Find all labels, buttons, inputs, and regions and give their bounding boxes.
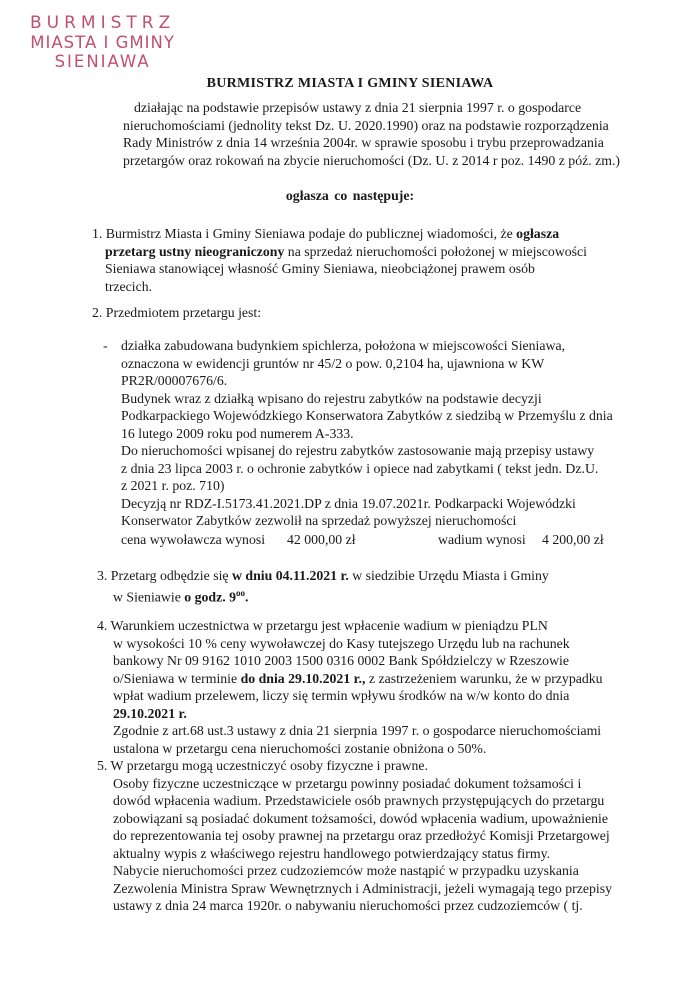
section-3-time-dot: . [245,589,249,605]
price-value: 42 000,00 zł [287,532,356,547]
section-3-text: 3. Przetarg odbędzie się [97,568,232,583]
section-3-text: w Sieniawie [113,589,185,605]
section-3-time-sup: oo [236,587,246,598]
stamp-line-3: SIENIAWA [54,52,151,71]
section-5-line: do reprezentowania tej osoby prawnej na przetargu oraz przedłożyć Komisji Przetargowej [113,828,610,843]
section-2-title: 2. Przedmiotem przetargu jest: [92,305,262,320]
intro-line: nieruchomościami (jednolity tekst Dz. U. 2020.1990) oraz na podstawie rozporządzenia [123,117,609,133]
section-3-date: w dniu 04.11.2021 r. [232,568,349,583]
intro-line: przetargów oraz rokowań na zbycie nieruchomości (Dz. U. z 2014 r poz. 1490 z póź. zm.) [123,152,621,168]
section-5-line: Nabycie nieruchomości przez cudzoziemców może nastąpić w przypadku uzyskania [113,863,579,878]
section-1 [92,225,587,295]
section-4-line: w wysokości 10 % ceny wywoławczej do Kasy tutejszego Urzędu lub na rachunek [113,635,570,651]
section-2-line: Budynek wraz z działką wpisano do rejestru zabytków na podstawie decyzji [121,390,542,406]
section-5-line: ustawy z dnia 24 marca 1920r. o nabywaniu nieruchomości przez cudzoziemców ( tj. [113,898,583,913]
section-3-time: o godz. 9 [184,589,237,605]
section-3-text: w siedzibie Urzędu Miasta i Gminy [348,568,549,583]
official-stamp [30,14,175,71]
section-4-line: bankowy Nr 09 9162 1010 2003 1500 0316 0002 Bank Spółdzielczy w Rzeszowie [113,653,569,668]
section-2-dash: - [103,338,108,353]
section-1-text: 1. Burmistrz Miasta i Gminy Sieniawa podaje do publicznej wiadomości, że [92,226,517,241]
section-4-line: 4. Warunkiem uczestnictwa w przetargu jest wpłacenie wadium w pieniądzu PLN [97,618,548,633]
section-2-line: Podkarpackiego Wojewódzkiego Konserwatora Zabytków z siedzibą w Przemyślu z dnia [121,408,613,423]
section-5-line: zobowiązani są posiadać dokument tożsamości, dowód wpłacenia wadium, upoważnienie [113,810,609,826]
section-4-line: ustalona w przetargu cena nieruchomości zostanie obniżona o 50%. [113,740,487,756]
announcement-subtitle: ogłasza co następuje: [285,188,415,203]
section-1-text: na sprzedaż nieruchomości położonej w miejscowości [284,243,588,259]
section-5-line: dowód wpłacenia wadium. Przedstawiciele osób prawnych przystępujących do przetargu [113,793,605,808]
deposit-label: wadium wynosi [438,532,526,547]
section-4-deadline-date: 29.10.2021 r. [113,705,187,721]
section-2-body [121,337,613,530]
section-4-deadline: do dnia 29.10.2021 r., [240,670,366,686]
section-4-text: o/Sieniawa w terminie [113,670,241,686]
intro-paragraph [123,99,620,169]
section-2-line: Konserwator Zabytków zezwolił na sprzedaż powyższej nieruchomości [121,513,517,528]
section-5-line: Osoby fizyczne uczestniczące w przetargu powinny posiadać dokument tożsamości i [113,775,582,791]
deposit-value: 4 200,00 zł [542,532,604,547]
section-5-line: Zezwolenia Ministra Spraw Wewnętrznych i Administracji, jeżeli wymagają tego przepisy [113,880,612,896]
document-heading: BURMISTRZ MIASTA I GMINY SIENIAWA [206,76,494,91]
intro-line: działając na podstawie przepisów ustawy z dnia 21 sierpnia 1997 r. o gospodarce [134,100,582,115]
section-4-line: wpłat wadium przelewem, liczy się termin wpływu środków na w/w konto do dnia [113,688,570,703]
section-5-line: 5. W przetargu mogą uczestniczyć osoby fizyczne i prawne. [97,758,428,773]
section-5 [97,757,612,915]
section-2-line: z 2021 r. poz. 710) [121,478,225,493]
section-2-line: PR2R/00007676/6. [121,373,228,388]
section-5-line: aktualny wypis z właściwego rejestru handlowego potwierdzający status firmy. [113,845,551,861]
section-3 [97,567,549,606]
section-1-bold: przetarg ustny nieograniczony [105,243,285,259]
section-2-line: Decyzją nr RDZ-I.5173.41.2021.DP z dnia 19.07.2021r. Podkarpacki Wojewódzki [121,495,576,511]
section-4-text: z zastrzeżeniem warunku, że w przypadku [365,670,603,686]
price-label: cena wywoławcza wynosi [121,532,266,547]
section-2-line: działka zabudowana budynkiem spichlerza, położona w miejscowości Sieniawa, [121,338,566,353]
section-4 [97,617,603,757]
section-4-line: Zgodnie z art.68 ust.3 ustawy z dnia 21 sierpnia 1997 r. o gospodarce nieruchomościami [113,723,602,738]
stamp-line-1: BURMISTRZ [30,13,176,33]
section-2-line: 16 lutego 2009 roku pod numerem A-333. [121,425,354,441]
section-2-line: z dnia 23 lipca 2003 r. o ochronie zabytków i opiece nad zabytkami ( tekst jedn. Dz.U. [121,460,599,476]
section-2-line: Do nieruchomości wpisanej do rejestru zabytków zastosowanie mają przepisy ustawy [121,443,595,458]
section-1-bold: ogłasza [516,226,560,241]
intro-line: Rady Ministrów z dnia 14 września 2004r. w sprawie sposobu i trybu przeprowadzania [123,135,604,150]
section-2-line: oznaczona w ewidencji gruntów nr 45/2 o pow. 0,2104 ha, ujawniona w KW [121,355,545,371]
section-1-text: trzecich. [105,278,153,294]
section-1-text: Sieniawa stanowiącej własność Gminy Sieniawa, nieobciążonej prawem osób [105,261,535,276]
stamp-line-2: MIASTA I GMINY [30,33,175,52]
